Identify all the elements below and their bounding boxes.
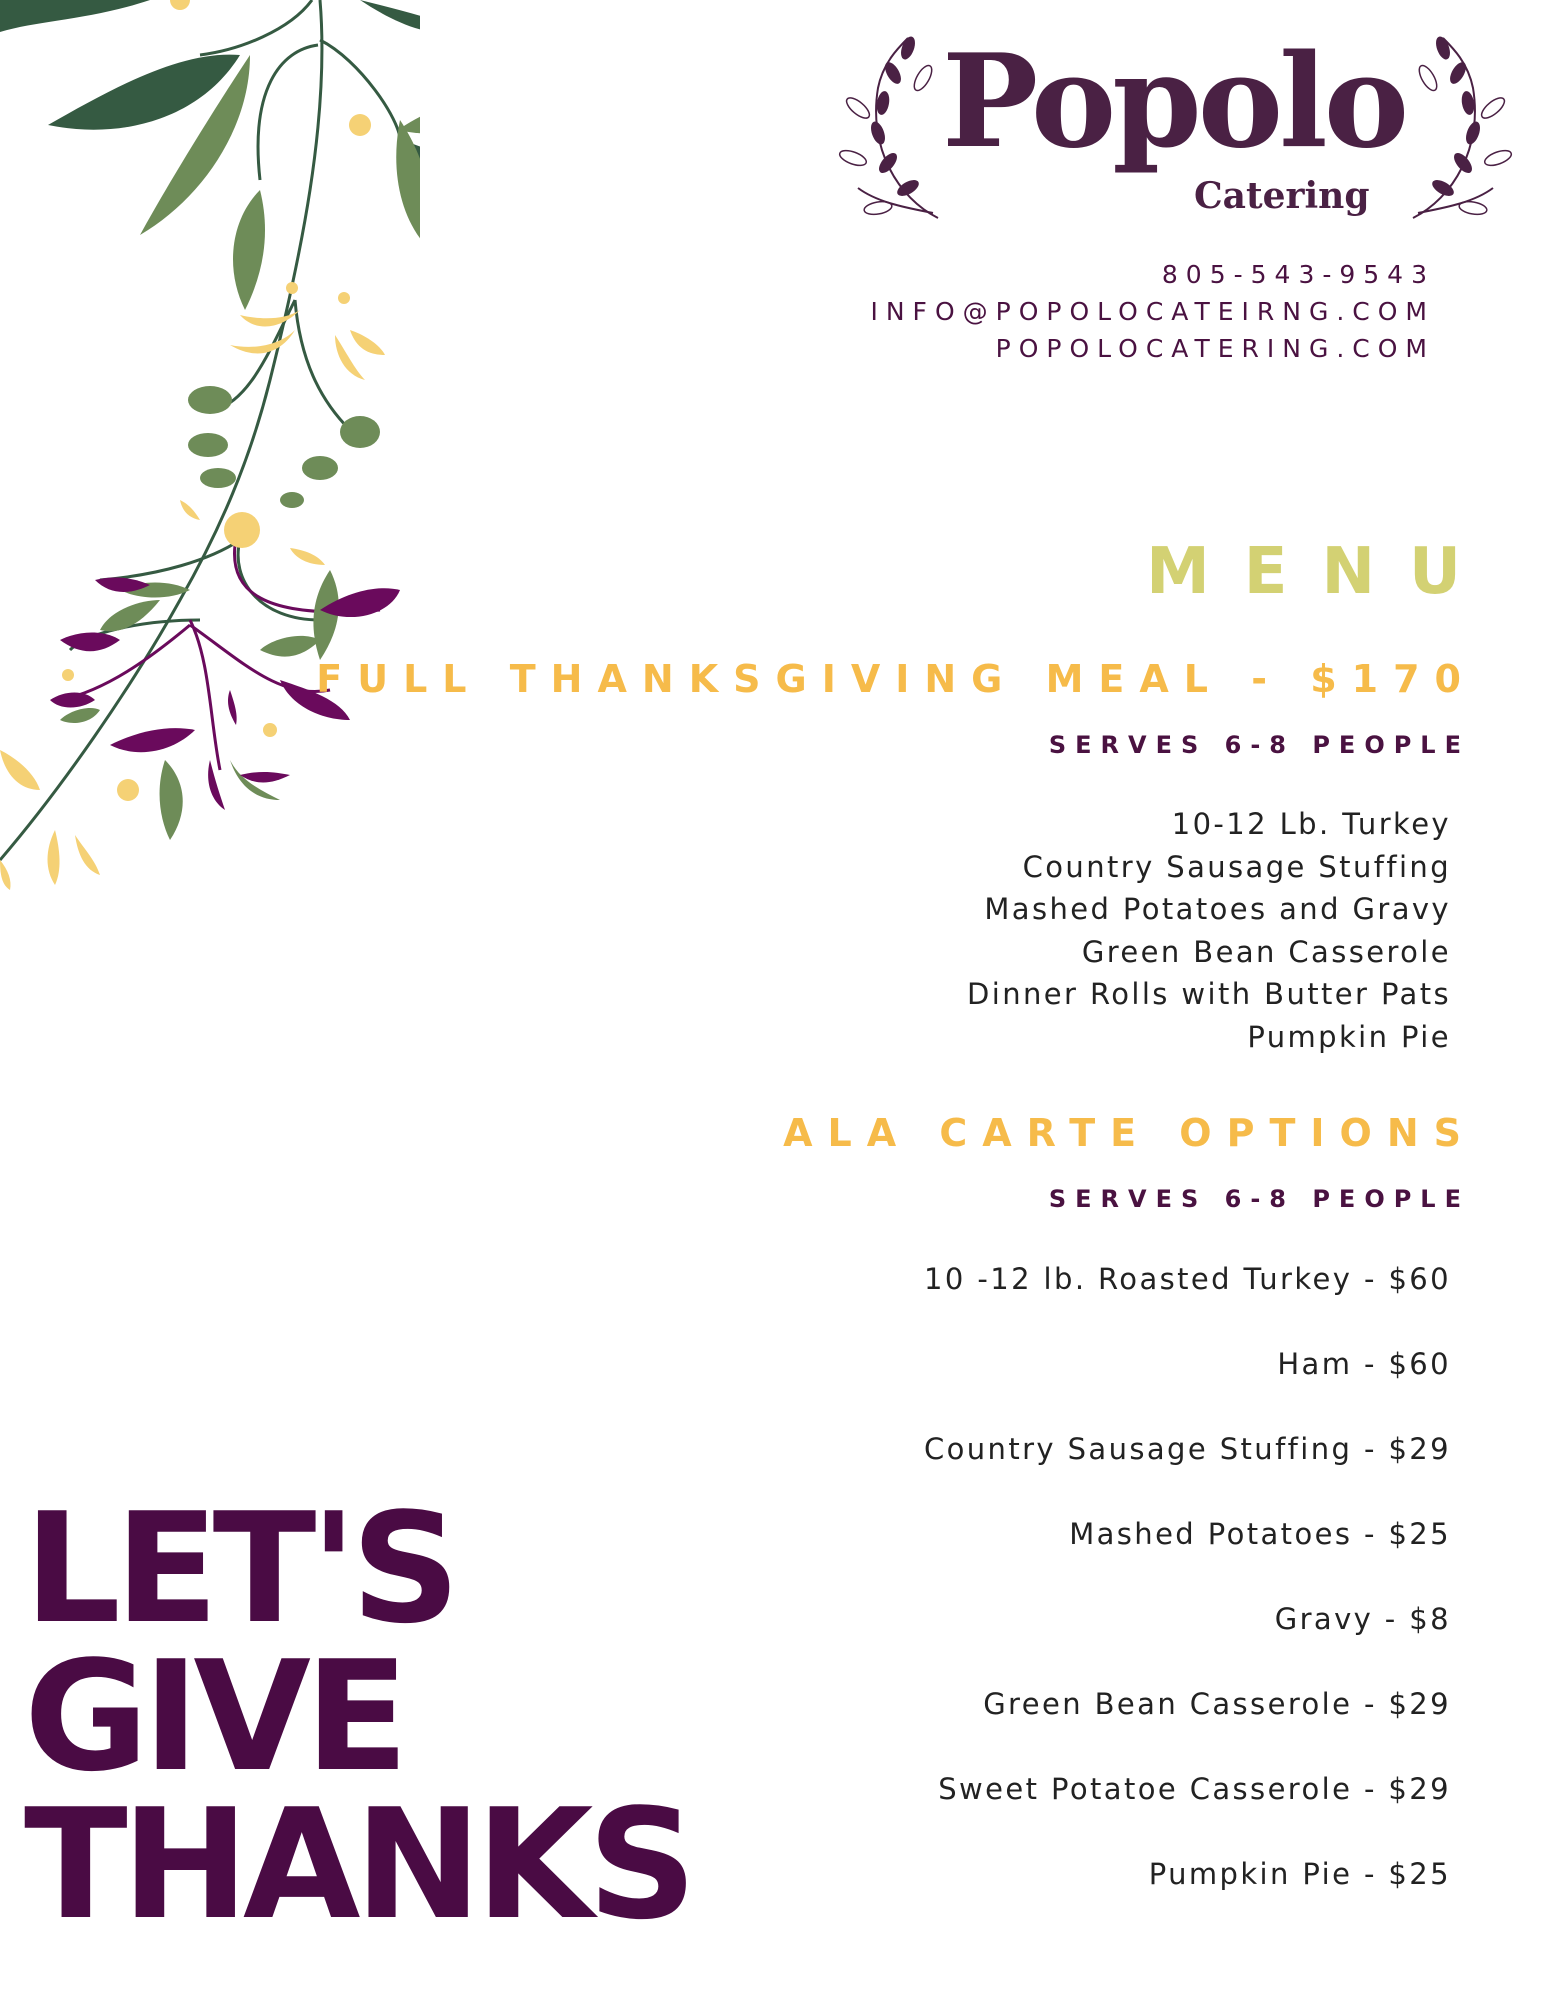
list-item: Green Bean Casserole - $29 [983,1687,1451,1721]
list-item: Green Bean Casserole [1081,934,1451,969]
list-item: Dinner Rolls with Butter Pats [967,977,1451,1011]
list-item: Country Sausage Stuffing - $29 [923,1432,1451,1466]
list-item: 10 -12 lb. Roasted Turkey - $60 [924,1262,1451,1296]
full-meal-title: FULL THANKSGIVING MEAL - $170 [316,657,1476,701]
olive-laurel-icon [1393,28,1513,228]
email-link[interactable]: INFO@POPOLOCATEIRNG.COM [870,297,1435,326]
full-meal-serves: SERVES 6-8 PEOPLE [1048,731,1470,759]
headline-line: LET'S [24,1480,455,1657]
list-item: Mashed Potatoes - $25 [1069,1517,1451,1551]
list-item: Pumpkin Pie [1247,1019,1451,1054]
brand-name: Popolo [942,27,1406,177]
headline-line: THANKS [24,1776,691,1953]
ala-carte-serves: SERVES 6-8 PEOPLE [1048,1185,1470,1213]
list-item: 10-12 Lb. Turkey [1171,807,1451,841]
brand-logo[interactable] [838,28,1513,238]
menu-title: MENU [1146,535,1495,609]
full-meal-items [967,803,1451,1058]
headline [24,1480,691,1953]
phone-link[interactable]: 805-543-9543 [1161,260,1435,289]
brand-subtitle: Catering [1194,175,1370,217]
website-link[interactable]: POPOLOCATERING.COM [995,334,1435,363]
list-item: Ham - $60 [1277,1347,1451,1381]
floral-branch-icon [0,0,420,960]
headline-line: GIVE [24,1628,403,1805]
list-item: Mashed Potatoes and Gravy [984,892,1451,926]
contact-info [870,256,1435,367]
olive-laurel-icon [838,28,958,228]
list-item: Gravy - $8 [1274,1602,1451,1636]
ala-carte-title: ALA CARTE OPTIONS [783,1111,1476,1155]
list-item: Country Sausage Stuffing [1022,849,1451,884]
list-item: Sweet Potatoe Casserole - $29 [938,1772,1451,1806]
list-item: Pumpkin Pie - $25 [1148,1857,1451,1891]
